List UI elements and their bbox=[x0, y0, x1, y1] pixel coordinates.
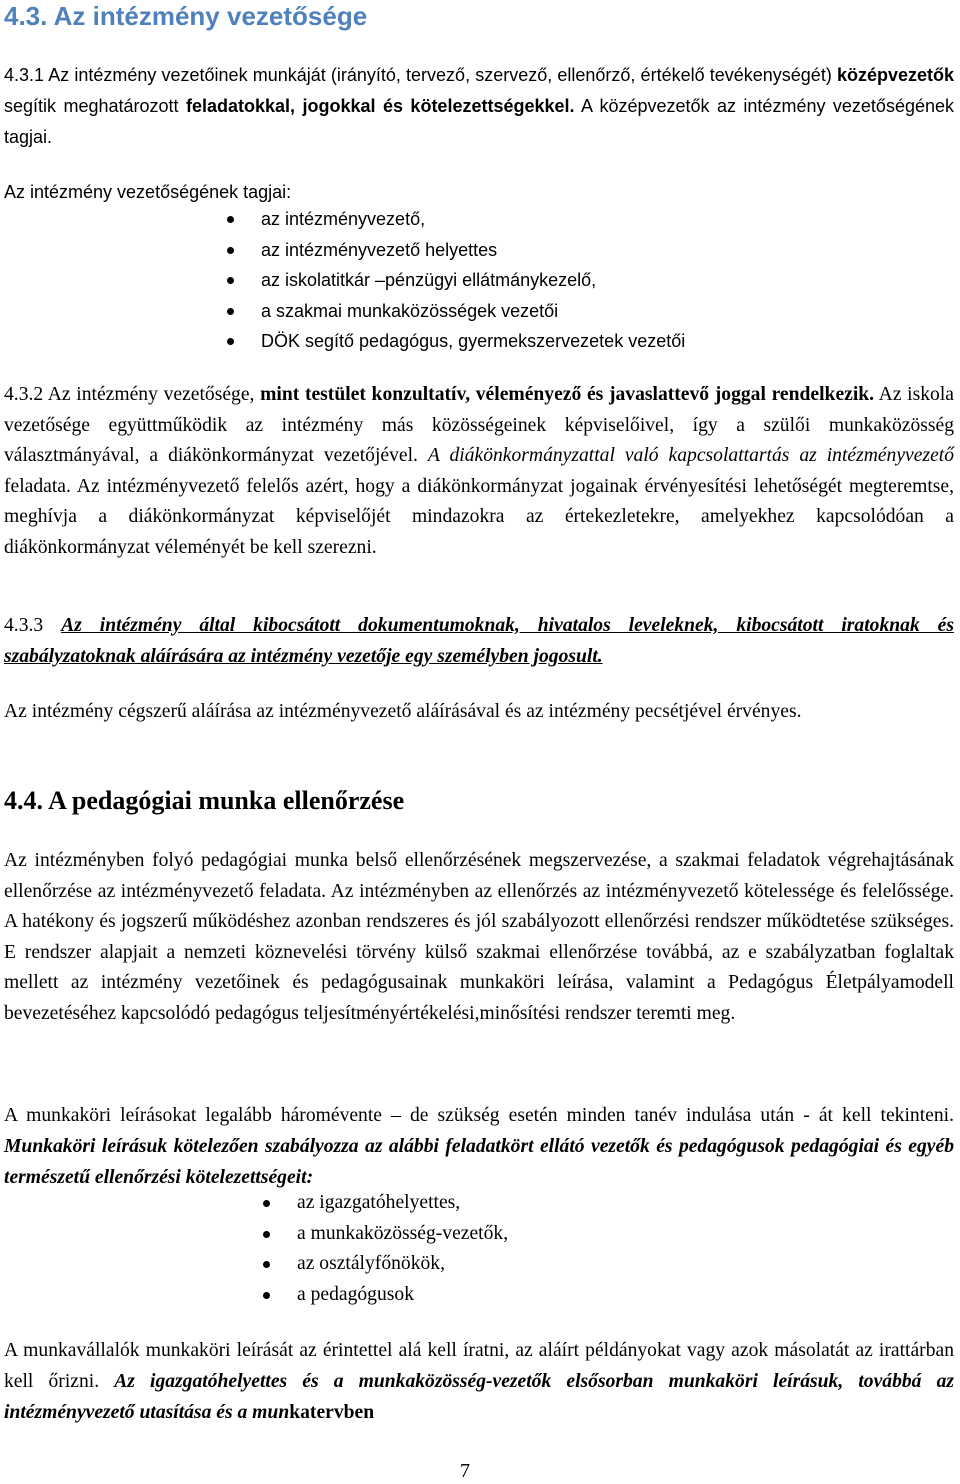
list-item: az osztályfőnökök, bbox=[260, 1249, 508, 1280]
paragraph-number: 4.3.3 bbox=[4, 615, 44, 636]
list-item: az intézményvezető helyettes bbox=[224, 235, 685, 266]
paragraph-4-4-3: A munkavállalók munkaköri leírását az érintettel alá kell íratni, az aláírt példányokat vagy azok másolatát az irattárban kell őrizni. Az igazgatóhelyettes és a munkaközösség-vezetők elsősorban munkaköri leírásuk, továbbá az intézményvezető utasítása és a munkatervben bbox=[4, 1340, 954, 1423]
section-heading-4-4: 4.4. A pedagógiai munka ellenőrzése bbox=[4, 786, 405, 815]
list-item: a szakmai munkaközösségek vezetői bbox=[224, 296, 685, 327]
page-number: 7 bbox=[460, 1460, 470, 1482]
paragraph-number: 4.3.2 bbox=[4, 384, 44, 405]
paragraph-number: 4.3.1 bbox=[4, 65, 45, 85]
section-heading-4-3: 4.3. Az intézmény vezetősége bbox=[4, 1, 368, 31]
members-list bbox=[224, 204, 685, 357]
paragraph-4-4-1: Az intézményben folyó pedagógiai munka belső ellenőrzésének megszervezése, a szakmai feladatok végrehajtásának ellenőrzése az intézményvezető feladata. Az intézményben az ellenőrzés az intézményvezető kötelessége és felelőssége. A hatékony és jogszerű működéshez azonban rendszeres és jól szabályozott ellenőrzési rendszer működtetése szükséges. E rendszer alapjait a nemzeti köznevelési törvény külső szakmai ellenőrzése továbbá, az e szabályzatban foglaltak mellett az intézmény vezetőinek és pedagógusainak munkaköri leírása, valamint a Pedagógus Életpályamodell bevezetéséhez kapcsolódó pedagógus teljesítményértékelési,minősítési rendszer teremti meg. bbox=[4, 850, 954, 1024]
paragraph-4-3-3: 4.3.3 Az intézmény által kibocsátott dokumentumoknak, hivatalos leveleknek, kibocsátott iratoknak és szabályzatoknak aláírására az intézmény vezetője egy személyben jogosult. bbox=[4, 615, 955, 667]
list-item: az intézményvezető, bbox=[224, 204, 685, 235]
controller-list bbox=[260, 1188, 508, 1310]
list-item: az iskolatitkár –pénzügyi ellátmánykezelő, bbox=[224, 265, 685, 296]
paragraph-4-4-2: A munkaköri leírásokat legalább háromévente – de szükség esetén minden tanév indulása után - át kell tekinteni. Munkaköri leírásuk kötelezően szabályozza az alábbi feladatkört ellátó vezetők és pedagógusok pedagógiai és egyéb természetű ellenőrzési kötelezettségeit: bbox=[4, 1105, 954, 1188]
list-item: a pedagógusok bbox=[260, 1280, 508, 1311]
list-item: a munkaközösség-vezetők, bbox=[260, 1219, 508, 1250]
paragraph-4-3-2: 4.3.2 Az intézmény vezetősége, mint testület konzultatív, véleményező és javaslattevő joggal rendelkezik. Az iskola vezetősége együttműködik az intézmény más közösségeinek képviselőivel, így a szülői munkaközösség választmányával, a diákönkormányzat vezetőjével. A diákönkormányzattal való kapcsolattartás az intézményvezető feladata. Az intézményvezető felelős azért, hogy a diákönkormányzat jogainak érvényesítési lehetőségét megteremtse, meghívja a diákönkormányzat képviselőjét mindazokra az értekezletekre, amelyekhez kapcsolódóan a diákönkormányzat véleményét be kell szerezni. bbox=[4, 384, 955, 558]
list-item: az igazgatóhelyettes, bbox=[260, 1188, 508, 1219]
paragraph-4-3-1: 4.3.1 Az intézmény vezetőinek munkáját (irányító, tervező, szervező, ellenőrző, értékelő tevékenységét) középvezetők segítik meghatározott feladatokkal, jogokkal és kötelezettségekkel. A középvezetők az intézmény vezetőségének tagjai. bbox=[4, 65, 954, 147]
list-item: DÖK segítő pedagógus, gyermekszervezetek vezetői bbox=[224, 326, 685, 357]
paragraph-signature: Az intézmény cégszerű aláírása az intézményvezető aláírásával és az intézmény pecsétjével érvényes. bbox=[4, 701, 802, 722]
members-intro: Az intézmény vezetőségének tagjai: bbox=[4, 182, 292, 202]
